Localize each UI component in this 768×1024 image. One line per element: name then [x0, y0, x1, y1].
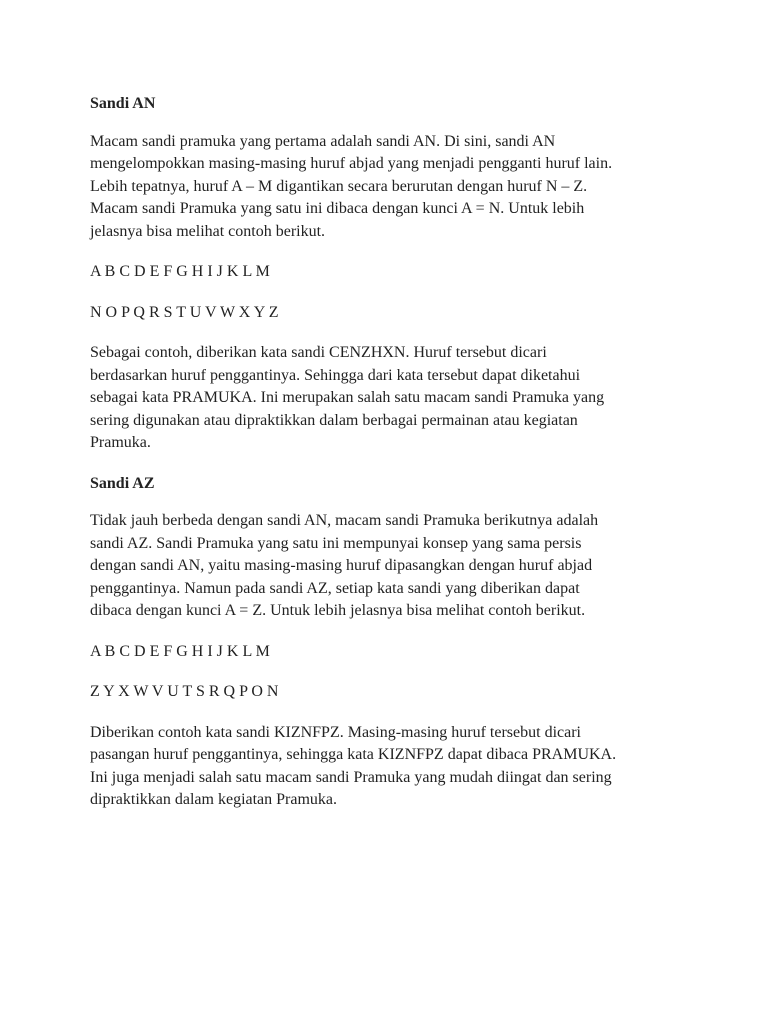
cipher-row-plain: A B C D E F G H I J K L M	[90, 642, 270, 660]
cipher-row-plain: A B C D E F G H I J K L M	[90, 263, 270, 280]
section-sandi-an	[90, 93, 690, 455]
section-example-paragraph: Diberikan contoh kata sandi KIZNFPZ. Masing-masing huruf tersebut dicari pasangan huruf penggantinya, sehingga kata KIZNFPZ dapat dibaca PRAMUKA. Ini juga menjadi salah satu macam sandi Pramuka yang mudah diingat dan sering dipraktikkan dalam kegiatan Pramuka.	[90, 723, 617, 808]
section-intro-paragraph: Tidak jauh berbeda dengan sandi AN, macam sandi Pramuka berikutnya adalah sandi AZ. Sandi Pramuka yang satu ini mempunyai konsep yang sama persis dengan sandi AN, yaitu masing-masing huruf dipasangkan dengan huruf abjad penggantinya. Namun pada sandi AZ, setiap kata sandi yang diberikan dapat dibaca dengan kunci A = Z. Untuk lebih jelasnya bisa melihat contoh berikut.	[90, 512, 599, 619]
section-heading: Sandi AZ	[90, 474, 155, 492]
section-example-paragraph: Sebagai contoh, diberikan kata sandi CENZHXN. Huruf tersebut dicari berdasarkan huruf penggantinya. Sehingga dari kata tersebut dapat diketahui sebagai kata PRAMUKA. Ini merupakan salah satu macam sandi Pramuka yang sering digunakan atau dipraktikkan dalam berbagai permainan atau kegiatan Pramuka.	[90, 344, 605, 451]
section-intro-paragraph: Macam sandi pramuka yang pertama adalah sandi AN. Di sini, sandi AN mengelompokkan masing-masing huruf abjad yang menjadi pengganti huruf lain. Lebih tepatnya, huruf A – M digantikan secara berurutan dengan huruf N – Z. Macam sandi Pramuka yang satu ini dibaca dengan kunci A = N. Untuk lebih jelasnya bisa melihat contoh berikut.	[90, 132, 613, 240]
section-heading: Sandi AN	[90, 95, 156, 112]
cipher-row-substitute: Z Y X W V U T S R Q P O N	[90, 683, 279, 700]
document-page	[90, 93, 690, 830]
section-sandi-az	[90, 473, 690, 812]
cipher-row-substitute: N O P Q R S T U V W X Y Z	[90, 303, 279, 321]
